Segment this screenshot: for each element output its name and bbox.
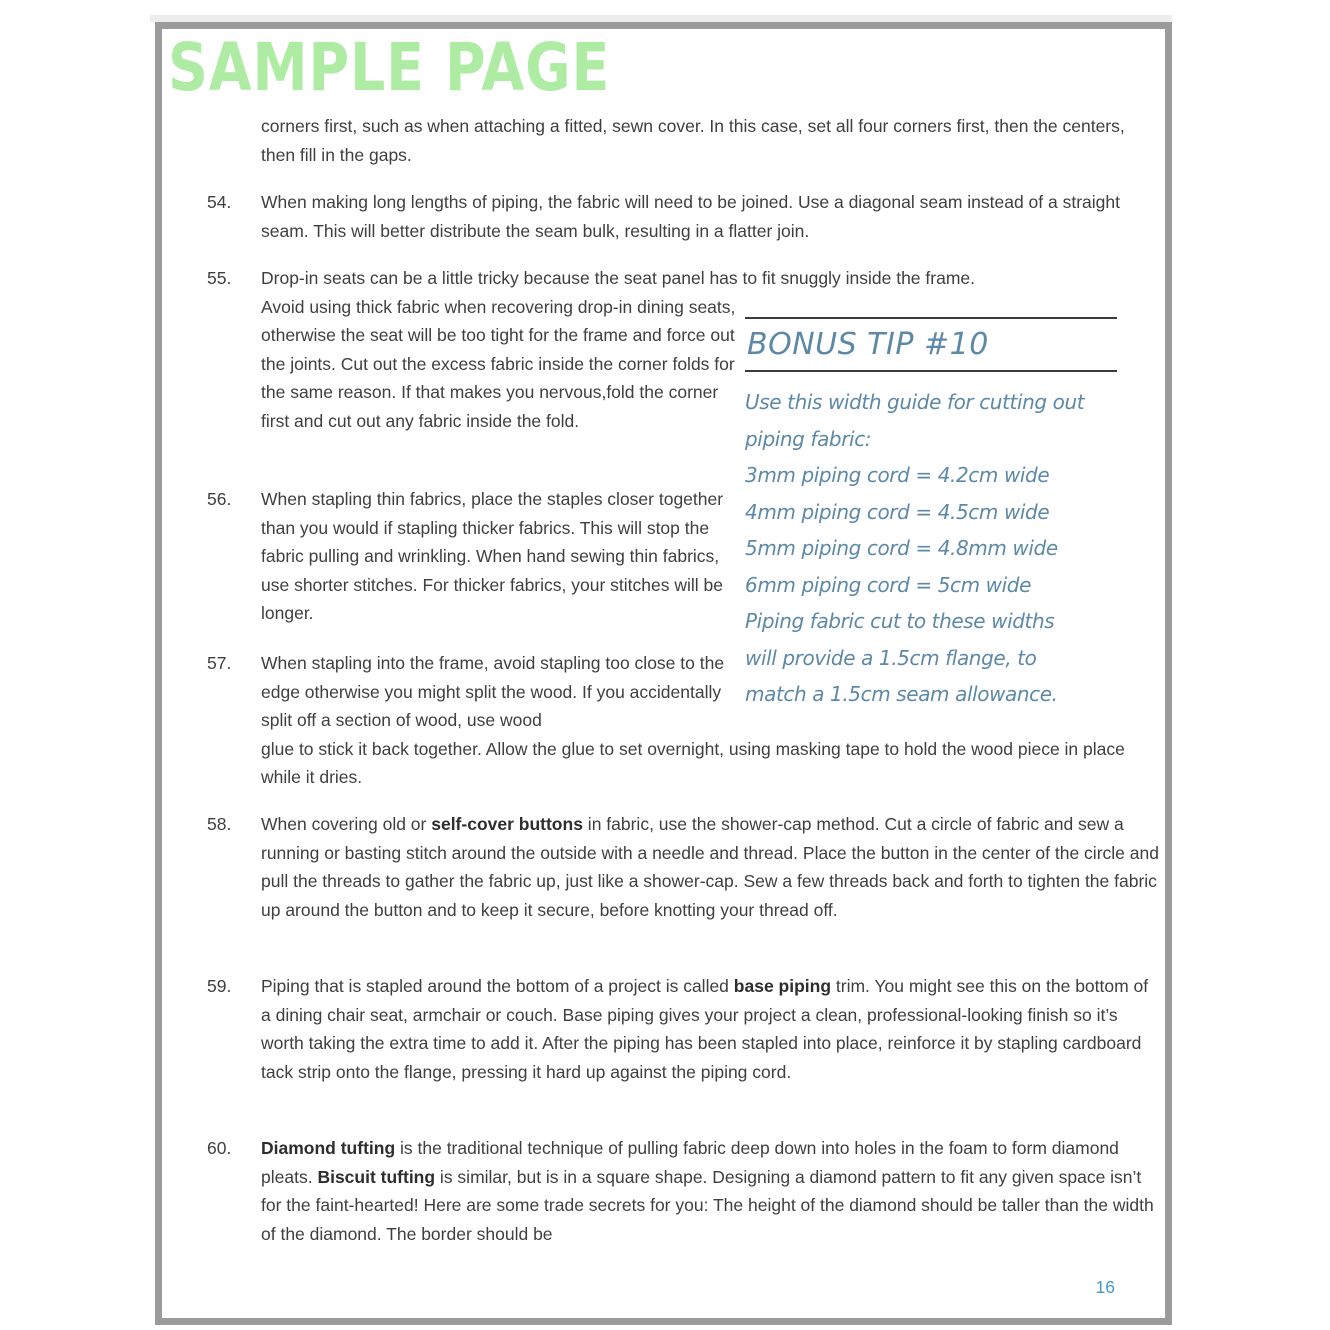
item-text-run-bold: Biscuit tufting — [317, 1166, 436, 1187]
page-number: 16 — [1095, 1277, 1115, 1297]
item-text-segment: glue to stick it back together. Allow the glue to set overnight, using masking tape to hold the wood piece in place while it dries. — [261, 738, 1125, 787]
list-item — [261, 485, 747, 628]
page-frame — [155, 22, 1172, 1325]
item-text-segment: Avoid using thick fabric when recovering drop-in dining seats, otherwise the seat will be too tight for the frame and force out the joints. Cut out the excess fabric inside the corner folds for the same reason. If that makes you nervous,fold the corner first and cut out any fabric inside the fold. — [261, 296, 736, 431]
item-number: 57. — [207, 653, 232, 673]
sample-page-watermark: SAMPLE PAGE — [168, 29, 611, 106]
bonus-tip-line: 3mm piping cord = 4.2cm wide — [745, 463, 1050, 487]
item-text-run: trim. You might see this on the bottom of a dining chair seat, armchair or couch. Base piping gives your project a clean, professional-looking finish so it’s worth taking the extra time to add it. After the piping has been stapled into place, reinforce it by stapling cardboard tack strip onto the flange, pressing it hard up against the piping cord. — [261, 976, 1149, 1082]
page-edge-strip — [150, 15, 1172, 22]
bonus-tip-line: 4mm piping cord = 4.5cm wide — [745, 499, 1050, 524]
bonus-tip-title: BONUS TIP #10 — [747, 327, 989, 362]
item-text-run: Piping that is stapled around the bottom of a project is called — [261, 976, 734, 996]
item-text-run: is similar, but is in a square shape. Designing a diamond pattern to fit any given space isn’t for the faint-hearted! Here are some trade secrets for you: The height of the diamond should be taller than the width of the diamond. The border should be — [261, 1166, 1154, 1244]
item-text-segment: When stapling into the frame, avoid stapling too close to the edge otherwise you might split the wood. If you accidentally split off a section of wood, use wood — [261, 653, 725, 730]
bonus-tip-line: match a 1.5cm seam allowance. — [745, 682, 1058, 706]
bonus-tip-line: will provide a 1.5cm flange, to — [745, 645, 1037, 670]
item-number: 60. — [207, 1138, 232, 1158]
item-number: 56. — [207, 489, 232, 509]
bonus-tip-line: Piping fabric cut to these widths — [745, 609, 1055, 633]
item-text-run: is the traditional technique of pulling fabric deep down into holes in the foam to form diamond pleats. — [261, 1138, 1119, 1187]
bonus-tip-line: 5mm piping cord = 4.8mm wide — [745, 536, 1058, 560]
bonus-tip-line: piping fabric: — [745, 426, 872, 451]
item-text-segment: When stapling thin fabrics, place the staples closer together than you would if stapling thicker fabrics. This will stop the fabric pulling and wrinkling. When hand sewing thin fabrics, use shorter stitches. For thicker fabrics, your stitches will be longer. — [261, 489, 724, 623]
item-text-run: in fabric, use the shower-cap method. Cut a circle of fabric and sew a running or basting stitch around the outside with a needle and thread. Place the button in the center of the circle and pull the threads to gather the fabric up, just like a shower-cap. Sew a few threads back and forth to tighten the fabric up around the button and to keep it secure, before knotting your thread off. — [261, 814, 1159, 920]
bonus-tip-line: Use this width guide for cutting out — [745, 390, 1085, 414]
list-item — [261, 188, 1161, 245]
item-text-run-bold: base piping — [733, 976, 832, 996]
item-text-run-bold: Diamond tufting — [261, 1138, 396, 1158]
bonus-tip-line: 6mm piping cord = 5cm wide — [745, 572, 1031, 597]
bonus-tip-box — [745, 317, 1117, 713]
item-number: 54. — [207, 192, 232, 212]
item-text-segment: Drop-in seats can be a little tricky because the seat panel has to fit snuggly inside the frame. — [261, 268, 975, 288]
list-item — [261, 810, 1161, 924]
intro-paragraph: corners first, such as when attaching a fitted, sewn cover. In this case, set all four corners first, then the centers, then fill in the gaps. — [261, 116, 1125, 165]
bonus-tip-body — [745, 372, 1117, 713]
list-item — [261, 1134, 1161, 1248]
item-text-run-bold: self-cover buttons — [431, 814, 583, 834]
list-item — [261, 972, 1161, 1086]
item-text-run: When covering old or — [261, 814, 432, 834]
item-text-segment: When making long lengths of piping, the fabric will need to be joined. Use a diagonal seam instead of a straight seam. This will better distribute the seam bulk, resulting in a flatter join. — [261, 192, 1120, 241]
item-number: 55. — [207, 268, 232, 288]
item-number: 59. — [207, 976, 232, 996]
item-number: 58. — [207, 814, 232, 834]
